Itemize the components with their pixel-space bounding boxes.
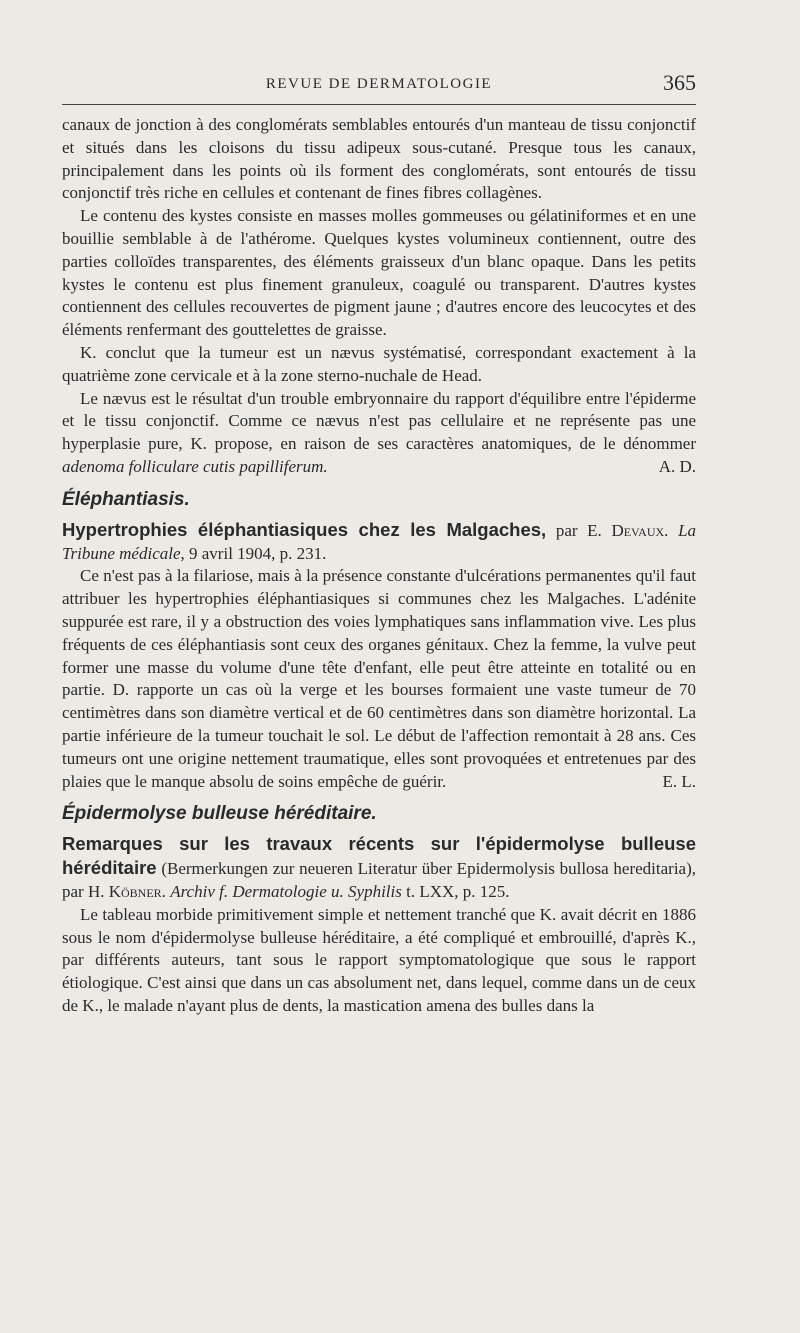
section-title-elephantiasis: Éléphantiasis. (62, 488, 190, 510)
page-number: 365 (663, 70, 696, 95)
page-header (62, 70, 696, 100)
paragraph-continuation: canaux de jonction à des conglomérats semblables entourés d'un manteau de tissu conjonctif et situés dans les cloisons du tissu adipeux sous-cutané. Presque tous les canaux, principalement dans les points où ils forment des conglomérats, sont entourés de tissu conjonctif très riche en cellules et contenant de fines fibres collagènes. (62, 115, 696, 203)
paragraph-naevus (62, 388, 696, 479)
german-title: (Bermerkungen zur neueren Literatur über Epidermolysis bullosa hereditaria), par H. (62, 859, 696, 901)
section-title-epidermolyse: Épidermolyse bulleuse héréditaire. (62, 803, 377, 825)
article-body-2: Le tableau morbide primitivement simple et nettement tranché que K. avait décrit en 1886 sous le nom d'épidermolyse bulleuse héréditaire, a été compliqué et embrouillé, d'après K., par différents auteurs, tant sous le rapport symptomatologique que sous le rapport étiologique. C'est ainsi que dans un cas absolument net, dans lequel, comme dans un de ceux de K., le malade n'ayant plus de dents, la mastication amena des bulles dans la (62, 904, 696, 1015)
author-2: Köbner. (108, 881, 166, 901)
paragraph-cyst-content: Le contenu des kystes consiste en masses molles gommeuses ou gélatiniformes et en une bouillie semblable à de l'athérome. Quelques kystes volumineux contiennent, outre des parties colloïdes transparentes, des éléments graisseux d'un blanc opaque. Dans les petits kystes le contenu est plus finement granuleux, coagulé ou transparent. D'autres kystes contiennent des cellules recouvertes de pigment jaune ; d'autres encore des leucocytes et des éléments renfermant des gouttelettes de graisse. (62, 206, 696, 340)
journal-1: La Tribune médicale, (62, 520, 697, 563)
header-rule (62, 104, 696, 105)
author-1: Devaux. (611, 520, 669, 540)
latin-name: adenoma folliculare cutis papilliferum. (62, 456, 328, 476)
journal-2: Archiv f. Dermatologie u. Syphilis (170, 881, 402, 901)
ref-2: t. LXX, p. 125. (406, 881, 510, 901)
page-body (62, 114, 696, 1018)
paragraph-conclusion: K. conclut que la tumeur est un nævus systématisé, correspondant exactement à la quatrième zone cervicale et à la zone sterno-nuchale de Head. (62, 342, 696, 385)
article-title-1: Hypertrophies éléphantiasiques chez les Malgaches, (62, 518, 547, 540)
naevus-text: Le nævus est le résultat d'un trouble embryonnaire du rapport d'équilibre entre l'épiderme et le tissu conjonctif. Comme ce nævus n'est pas cellulaire et ne représente pas une hyperplasie pure, K. propose, en raison de ses caractères anatomiques, de le dénommer (62, 388, 696, 454)
signature: E. L. (662, 771, 696, 791)
article-text-1: Ce n'est pas à la filariose, mais à la présence constante d'ulcérations permanentes qu'il faut attribuer les hypertrophies éléphantiasiques si communes chez les Malgaches. L'adénite suppurée est rare, il y a obstruction des voies lymphatiques sans inflammation vive. Les plus fréquents de ces éléphantiasis sont ceux des organes génitaux. Chez la femme, la vulve peut former une masse du volume d'une tête d'enfant, elle peut être atteinte en totalité ou en partie. D. rapporte un cas où la verge et les bourses formaient une vaste tumeur de 70 centimètres dans son diamètre vertical et de 60 centimètres dans son diamètre horizontal. La partie inférieure de la tumeur touchait le sol. Le début de l'affection remontait à 28 ans. Ces tumeurs ont une origine nettement traumatique, elles sont provoquées et entretenues par des plaies que le manque absolu de soins empêche de guérir. (62, 566, 696, 791)
article-body-1 (62, 565, 696, 793)
ref-1: 9 avril 1904, p. 231. (189, 543, 327, 563)
article-title-2: Remarques sur les travaux récents sur l'épidermolyse bulleuse héréditaire (62, 833, 696, 879)
article-reference-1 (62, 519, 696, 566)
article-by-1: par E. (555, 520, 602, 540)
signature: A. D. (658, 456, 696, 476)
running-title: REVUE DE DERMATOLOGIE (265, 76, 493, 92)
article-reference-2 (62, 833, 696, 903)
